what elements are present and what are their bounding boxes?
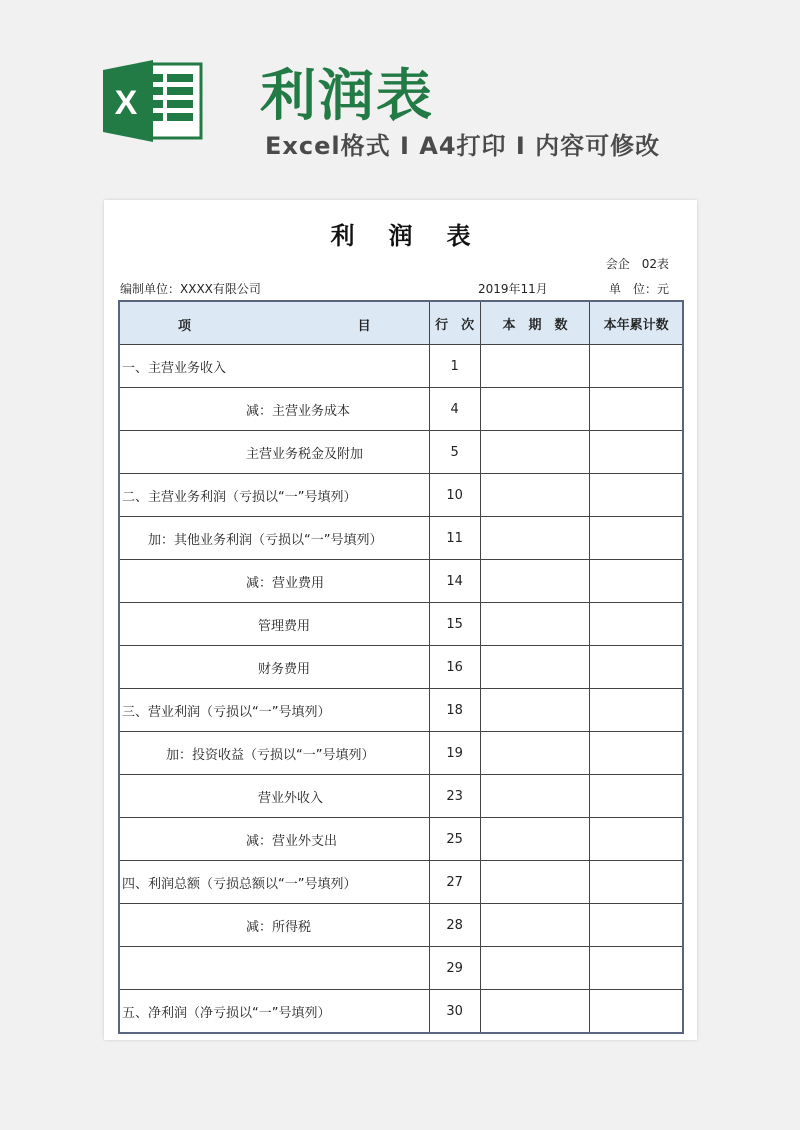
row-line-number: 30: [429, 990, 480, 1034]
row-line-number: 15: [429, 603, 480, 646]
header-item: 项 目: [119, 301, 429, 345]
row-line-number: 27: [429, 861, 480, 904]
row-item-label: 减：主营业务成本: [119, 388, 429, 431]
table-row: [119, 603, 683, 646]
row-item-label: [119, 947, 429, 990]
table-row: [119, 646, 683, 689]
row-item-label: 加：投资收益（亏损以“一”号填列）: [119, 732, 429, 775]
table-row: [119, 689, 683, 732]
year-to-date-cell[interactable]: [590, 732, 683, 775]
row-line-number: 16: [429, 646, 480, 689]
row-item-label: 四、利润总额（亏损总额以“一”号填列）: [119, 861, 429, 904]
table-row: [119, 732, 683, 775]
table-row: [119, 388, 683, 431]
year-to-date-cell[interactable]: [590, 431, 683, 474]
row-item-label: 管理费用: [119, 603, 429, 646]
table-row: [119, 474, 683, 517]
header-line-no: 行 次: [429, 301, 480, 345]
current-period-cell[interactable]: [480, 517, 589, 560]
row-item-label: 减：营业费用: [119, 560, 429, 603]
table-row: [119, 775, 683, 818]
table-row: [119, 818, 683, 861]
row-item-label: 三、营业利润（亏损以“一”号填列）: [119, 689, 429, 732]
banner-title: 利润表: [260, 64, 434, 129]
table-row: [119, 517, 683, 560]
current-period-cell[interactable]: [480, 603, 589, 646]
current-period-cell[interactable]: [480, 947, 589, 990]
svg-text:X: X: [114, 84, 138, 122]
meta-row: [120, 280, 669, 296]
excel-icon: [103, 60, 203, 142]
row-line-number: 4: [429, 388, 480, 431]
row-line-number: 11: [429, 517, 480, 560]
table-row: [119, 990, 683, 1034]
row-item-label: 营业外收入: [119, 775, 429, 818]
header-year-to-date: 本年累计数: [590, 301, 683, 345]
year-to-date-cell[interactable]: [590, 775, 683, 818]
year-to-date-cell[interactable]: [590, 517, 683, 560]
header-current-period: 本 期 数: [480, 301, 589, 345]
current-period-cell[interactable]: [480, 646, 589, 689]
row-line-number: 19: [429, 732, 480, 775]
current-period-cell[interactable]: [480, 732, 589, 775]
row-line-number: 1: [429, 345, 480, 388]
report-period: 2019年11月: [478, 282, 548, 296]
table-row: [119, 560, 683, 603]
year-to-date-cell[interactable]: [590, 646, 683, 689]
current-period-cell[interactable]: [480, 345, 589, 388]
row-item-label: 五、净利润（净亏损以“一”号填列）: [119, 990, 429, 1034]
row-line-number: 10: [429, 474, 480, 517]
row-item-label: 二、主营业务利润（亏损以“一”号填列）: [119, 474, 429, 517]
income-statement-table: [118, 300, 684, 1034]
row-line-number: 23: [429, 775, 480, 818]
reporting-unit: 编制单位：XXXX有限公司: [120, 282, 261, 296]
row-item-label: 减：所得税: [119, 904, 429, 947]
form-code: 会企 02表: [605, 257, 669, 271]
banner-subtitle: Excel格式 I A4打印 I 内容可修改: [265, 132, 661, 160]
year-to-date-cell[interactable]: [590, 904, 683, 947]
table-row: [119, 904, 683, 947]
current-period-cell[interactable]: [480, 861, 589, 904]
year-to-date-cell[interactable]: [590, 345, 683, 388]
year-to-date-cell[interactable]: [590, 818, 683, 861]
currency-unit: 单 位：元: [608, 282, 669, 296]
row-item-label: 财务费用: [119, 646, 429, 689]
table-row: [119, 431, 683, 474]
table-row: [119, 861, 683, 904]
report-sheet: [104, 200, 697, 1040]
year-to-date-cell[interactable]: [590, 990, 683, 1034]
current-period-cell[interactable]: [480, 689, 589, 732]
year-to-date-cell[interactable]: [590, 560, 683, 603]
row-item-label: 减：营业外支出: [119, 818, 429, 861]
year-to-date-cell[interactable]: [590, 689, 683, 732]
row-line-number: 25: [429, 818, 480, 861]
row-line-number: 5: [429, 431, 480, 474]
table-header-row: [119, 301, 683, 345]
current-period-cell[interactable]: [480, 775, 589, 818]
year-to-date-cell[interactable]: [590, 861, 683, 904]
year-to-date-cell[interactable]: [590, 474, 683, 517]
row-line-number: 18: [429, 689, 480, 732]
current-period-cell[interactable]: [480, 990, 589, 1034]
sheet-title: 利润表: [330, 222, 505, 250]
row-line-number: 14: [429, 560, 480, 603]
current-period-cell[interactable]: [480, 474, 589, 517]
year-to-date-cell[interactable]: [590, 388, 683, 431]
row-item-label: 主营业务税金及附加: [119, 431, 429, 474]
table-row: [119, 345, 683, 388]
row-item-label: 加：其他业务利润（亏损以“一”号填列）: [119, 517, 429, 560]
current-period-cell[interactable]: [480, 560, 589, 603]
year-to-date-cell[interactable]: [590, 947, 683, 990]
row-line-number: 29: [429, 947, 480, 990]
current-period-cell[interactable]: [480, 388, 589, 431]
current-period-cell[interactable]: [480, 904, 589, 947]
current-period-cell[interactable]: [480, 818, 589, 861]
current-period-cell[interactable]: [480, 431, 589, 474]
table-row: [119, 947, 683, 990]
row-line-number: 28: [429, 904, 480, 947]
row-item-label: 一、主营业务收入: [119, 345, 429, 388]
year-to-date-cell[interactable]: [590, 603, 683, 646]
